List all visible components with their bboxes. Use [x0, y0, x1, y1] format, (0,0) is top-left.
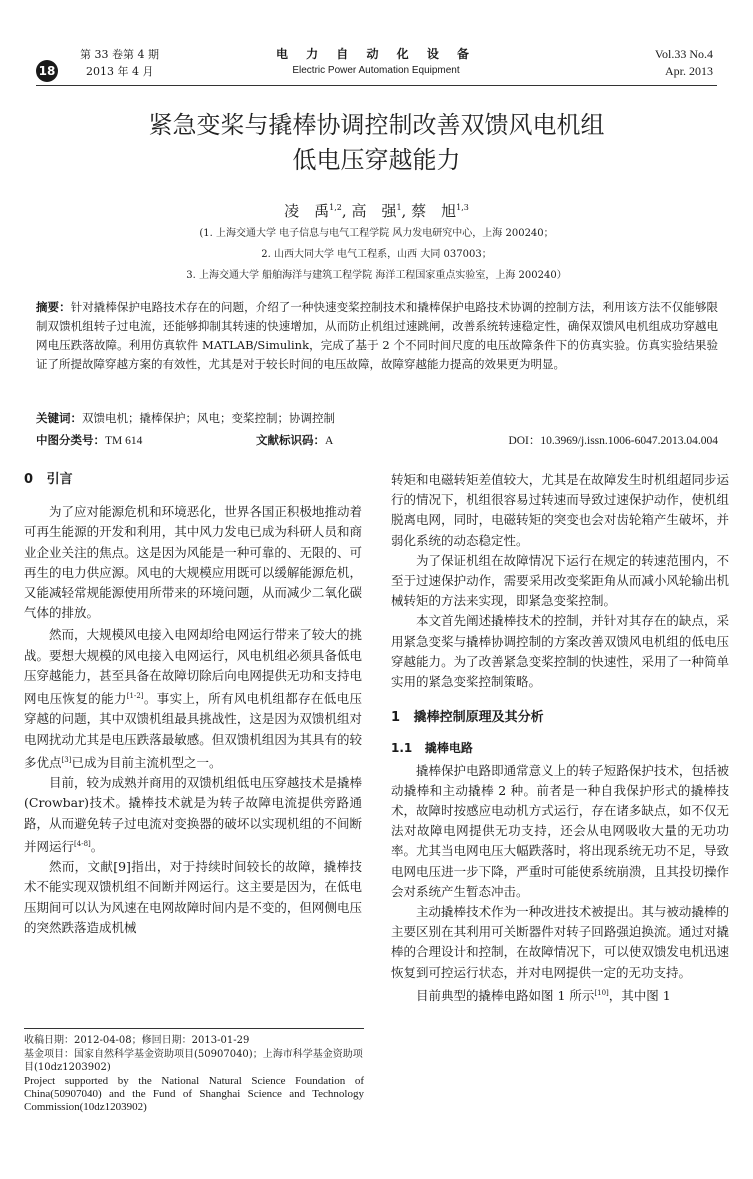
subsection-1-1-title: 撬棒电路 [424, 741, 473, 756]
abstract-text: 针对撬棒保护电路技术存在的问题，介绍了一种快速变桨控制技术和撬棒保护电路技术协调的控制方法，利用该方法不仅能够限制双馈机组转子过电流，还能够抑制其转速的快速增加，从而防止机组过速跳闸，改善系统转速稳定性，确保双馈风电机组成功穿越电网电压跌落故障。利用仿真软件 MATLAB/Simulink，完成了基于 2 个不同时间尺度的电压故障条件下的仿真实验。仿真实验结果验证了所提故障穿越方案的有效性，尤其是对于较长时间的电压故障，故障穿越能力提高的效果更为明显。 [36, 300, 718, 371]
footnotes [24, 1034, 364, 1114]
section-1-number: 1 [391, 710, 401, 726]
author-list: 凌 禹$^{1,2}$, 高 强$^1$, 蔡 旭$^{1,3}$ [284, 202, 469, 220]
abstract [36, 298, 718, 374]
affiliation-2: 2. 山西大同大学 电气工程系，山西 大同 037003； [261, 249, 492, 260]
paragraph-text: 目前，较为成熟并商用的双馈机组低电压穿越技术是撬棒(Crowbar)技术。撬棒技术就是为转子故障电流提供旁路通路，从而避免转子过电流对变换器的破坏以实现机组的不间断并网运行 [24, 775, 362, 854]
section-1-title: 撬棒控制原理及其分析 [413, 710, 544, 726]
clc-value: TM 614 [105, 435, 143, 447]
author-2-affil: 1 [396, 203, 402, 212]
paragraph: 然而，文献[9]指出，对于持续时间较长的故障，撬棒技术不能实现双馈机组不间断并网运行。这主要是因为，在低电压期间可以认为风速在电网故障时间内是不变的，但网侧电压的突然跌落造成机械 [24, 859, 362, 935]
page-number-badge: 18 [36, 60, 58, 82]
paragraph: 为了应对能源危机和环境恶化，世界各国正积极地推动着可再生能源的开发和利用，其中风力发电已成为科研人员和商业企业关注的焦点。这是因为风能是一种可靠的、无限的、可再生的电力供应源。风电的大规模应用既可以缓解能源危机，又能减轻常规能源使用所带来的环境问题，从而减少二氧化碳气体的排放。 [24, 504, 362, 621]
classification-line [36, 432, 718, 448]
affiliation-3: 3. 上海交通大学 船舶海洋与建筑工程学院 海洋工程国家重点实验室，上海 200240） [186, 270, 567, 281]
date-en: Apr. 2013 [665, 64, 713, 78]
doi: DOI：10.3969/j.issn.1006-6047.2013.04.004 [508, 435, 718, 447]
section-0-title: 引言 [46, 472, 73, 487]
paragraph [391, 983, 729, 1006]
citation: [4-8] [74, 839, 91, 848]
paragraph [24, 625, 362, 773]
subsection-1-1-heading [391, 738, 729, 758]
abstract-label: 摘要： [36, 300, 71, 314]
paragraph-text: 然而，大规模风电接入电网却给电网运行带来了较大的挑战。要想大规模的风电接入电网运行，风电机组必须具备低电压穿越能力，甚至具备在故障切除后向电网提供无功和支持电网电压恢复的能力 [24, 627, 362, 707]
journal-name-zh: 电 力 自 动 化 设 备 [275, 47, 477, 61]
header-center [226, 45, 526, 76]
section-0-number: 0 [24, 472, 34, 487]
left-column [24, 470, 362, 938]
clc-label: 中图分类号： [36, 433, 105, 447]
keywords [36, 410, 718, 426]
paragraph-text: 。 [90, 838, 104, 854]
title-line-2: 低电压穿越能力 [292, 146, 461, 174]
header-left [80, 46, 159, 80]
paragraph: 转矩和电磁转矩差值较大，尤其是在故障发生时机组超同步运行的情况下，机组很容易过转速而导致过速保护动作，使机组脱离电网，同时，电磁转矩的突变也会对齿轮箱产生破坏，并弱化系统的动态稳定性。 [391, 472, 729, 548]
doc-code [256, 432, 333, 448]
paragraph-text: 目前典型的撬棒电路如图 1 所示 [416, 988, 595, 1004]
citation: [3] [61, 755, 72, 764]
author-2: 高 强 [351, 202, 397, 220]
header-rule [36, 85, 717, 86]
doc-label: 文献标识码： [256, 433, 325, 447]
volume-issue-zh: 第 33 卷第 4 期 [80, 48, 159, 61]
keywords-text: 双馈电机；撬棒保护；风电；变桨控制；协调控制 [82, 411, 335, 425]
section-1-heading [391, 708, 729, 728]
paragraph [24, 773, 362, 857]
header-right [655, 46, 713, 80]
title-line-1: 紧急变桨与撬棒协调控制改善双馈风电机组 [148, 111, 605, 139]
footnote-rule [24, 1028, 364, 1029]
paragraph-text: 已成为目前主流机型之一。 [71, 754, 222, 770]
citation: [1-2] [126, 692, 144, 701]
paragraph-text: ，其中图 1 [608, 988, 671, 1004]
paragraph: 为了保证机组在故障情况下运行在规定的转速范围内，不至于过速保护动作，需要采用改变桨距角从而减小风轮输出机械转矩的方法来实现，即紧急变桨控制。 [391, 552, 729, 609]
footnote-fund: 基金项目：国家自然科学基金资助项目(50907040)；上海市科学基金资助项目(10dz1203902) [24, 1048, 363, 1073]
doc-value: A [325, 435, 334, 447]
subsection-1-1-number: 1.1 [391, 741, 413, 756]
footnote-en: Project supported by the National Natural Science Foundation of China(50907040) and the Fund of Shanghai Science and Technology Commission(10dz1203902) [24, 1074, 364, 1113]
citation: [10] [594, 988, 609, 997]
paragraph: 本文首先阐述撬棒技术的控制，并针对其存在的缺点，采用紧急变桨与撬棒协调控制的方案改善双馈风电机组的低电压穿越能力。为了改善紧急变桨控制的快速性，采用了一种简单实用的紧急变桨控制策略。 [391, 613, 729, 690]
paragraph: 撬棒保护电路即通常意义上的转子短路保护技术，包括被动撬棒和主动撬棒 2 种。前者是一种自我保护形式的撬棒技术，故障时按感应电动机方式运行，存在诸多缺点，如不仅无法对故障电网提供无功支持，还会从电网吸收大量的无功功率。尤其当电网电压大幅跌落时，将出现系统无功不足，导致电网电压进一步下降，严重时可能使系统崩溃，且其投切操作会对系统产生暂态冲击。 [391, 762, 729, 899]
date-zh: 2013 年 4 月 [86, 65, 154, 78]
volume-issue-en: Vol.33 No.4 [654, 47, 713, 61]
paper-title [40, 108, 713, 178]
author-3: 蔡 旭 [411, 202, 457, 220]
author-1-affil: 1,2 [329, 203, 342, 212]
paragraph: 主动撬棒技术作为一种改进技术被提出。其与被动撬棒的主要区别在其利用可关断器件对转子回路强迫换流。通过对撬棒的合理设计和控制，在故障情况下，可以使双馈发电机迅速恢复到可控运行状态，并对电网提供一定的无功支持。 [391, 904, 729, 980]
footnote-received: 收稿日期：2012-04-08；修回日期：2013-01-29 [24, 1035, 250, 1046]
right-column [391, 470, 729, 1006]
section-0-heading [24, 470, 362, 490]
author-3-affil: 1,3 [456, 203, 469, 212]
author-1: 凌 禹 [284, 202, 330, 220]
journal-name-en: Electric Power Automation Equipment [292, 65, 460, 76]
keywords-label: 关键词： [36, 411, 82, 425]
paragraph-text: 。事实上，所有风电机组都存在低电压穿越的问题，其中双馈机组最具挑战性，这是因为双馈机组对电网扰动尤其是电压跌落最敏感。但双馈机组因为其具有的较多优点 [24, 691, 362, 770]
affiliation-1: (1. 上海交通大学 电子信息与电气工程学院 风力发电研究中心，上海 200240； [199, 228, 554, 239]
